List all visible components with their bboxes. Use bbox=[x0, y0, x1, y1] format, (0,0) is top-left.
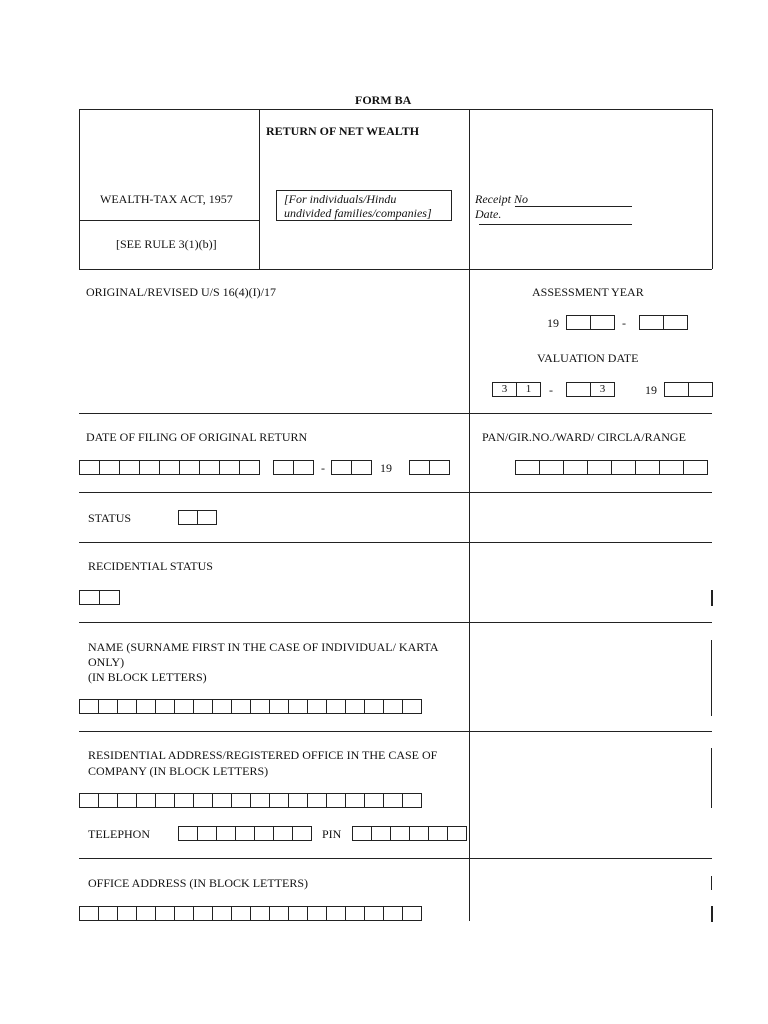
dof-dash: - bbox=[321, 461, 325, 475]
input-cell[interactable] bbox=[174, 906, 194, 921]
ay-start-boxes[interactable] bbox=[566, 315, 615, 330]
header-divider-2 bbox=[469, 109, 470, 269]
input-cell[interactable]: 3 bbox=[492, 382, 517, 397]
address-label-line-1: RESIDENTIAL ADDRESS/REGISTERED OFFICE IN THE CASE OF bbox=[88, 748, 438, 762]
input-cell[interactable] bbox=[193, 793, 213, 808]
input-cell[interactable] bbox=[250, 793, 270, 808]
vd-day-boxes[interactable] bbox=[492, 382, 541, 397]
input-cell[interactable] bbox=[663, 315, 688, 330]
input-cell[interactable] bbox=[326, 906, 346, 921]
input-cell[interactable] bbox=[178, 826, 198, 841]
input-cell[interactable] bbox=[117, 906, 137, 921]
act-label: WEALTH-TAX ACT, 1957 bbox=[100, 192, 233, 206]
input-cell[interactable] bbox=[136, 906, 156, 921]
input-cell[interactable] bbox=[79, 906, 99, 921]
input-cell[interactable] bbox=[197, 826, 217, 841]
input-cell[interactable] bbox=[331, 460, 352, 475]
input-cell[interactable] bbox=[79, 460, 100, 475]
input-cell[interactable] bbox=[254, 826, 274, 841]
vd-month-boxes[interactable] bbox=[566, 382, 615, 397]
input-cell[interactable] bbox=[212, 793, 232, 808]
row-divider-3 bbox=[79, 542, 712, 543]
input-cell[interactable] bbox=[288, 793, 308, 808]
status-boxes[interactable] bbox=[178, 510, 217, 525]
header-left-border bbox=[79, 109, 80, 269]
margin-mark-5 bbox=[711, 906, 713, 922]
input-cell[interactable] bbox=[566, 382, 591, 397]
input-cell[interactable] bbox=[293, 460, 314, 475]
input-cell[interactable] bbox=[269, 906, 289, 921]
input-cell[interactable] bbox=[98, 793, 118, 808]
input-cell[interactable] bbox=[179, 460, 200, 475]
input-cell[interactable] bbox=[269, 793, 289, 808]
input-cell[interactable] bbox=[307, 906, 327, 921]
input-cell[interactable] bbox=[155, 906, 175, 921]
input-cell[interactable] bbox=[429, 460, 450, 475]
input-cell[interactable] bbox=[193, 906, 213, 921]
date-line[interactable] bbox=[479, 224, 632, 225]
input-cell[interactable] bbox=[515, 460, 540, 475]
vd-dash: - bbox=[549, 383, 553, 397]
margin-mark-2 bbox=[711, 640, 712, 716]
input-cell[interactable] bbox=[307, 699, 327, 714]
input-cell[interactable] bbox=[79, 590, 100, 605]
input-cell[interactable] bbox=[99, 590, 120, 605]
pin-boxes[interactable] bbox=[352, 826, 467, 841]
input-cell[interactable] bbox=[383, 699, 403, 714]
assessment-year-label: ASSESSMENT YEAR bbox=[532, 285, 644, 299]
input-cell[interactable] bbox=[219, 460, 240, 475]
name-boxes[interactable] bbox=[79, 699, 422, 714]
input-cell[interactable] bbox=[402, 906, 422, 921]
input-cell[interactable] bbox=[683, 460, 708, 475]
input-cell[interactable] bbox=[566, 315, 591, 330]
row-divider-6 bbox=[79, 858, 712, 859]
ay-dash: - bbox=[622, 316, 626, 330]
pan-label: PAN/GIR.NO./WARD/ CIRCLA/RANGE bbox=[482, 430, 686, 444]
input-cell[interactable] bbox=[288, 699, 308, 714]
dof-boxes[interactable] bbox=[79, 460, 260, 475]
name-label-line-3: (IN BLOCK LETTERS) bbox=[88, 670, 207, 684]
valuation-date-label: VALUATION DATE bbox=[537, 351, 639, 365]
row-divider-1 bbox=[79, 413, 712, 414]
vd-year-boxes[interactable] bbox=[664, 382, 713, 397]
input-cell[interactable] bbox=[269, 699, 289, 714]
input-cell[interactable] bbox=[117, 699, 137, 714]
input-cell[interactable] bbox=[590, 315, 615, 330]
input-cell[interactable] bbox=[235, 826, 255, 841]
input-cell[interactable] bbox=[383, 906, 403, 921]
input-cell[interactable] bbox=[231, 699, 251, 714]
header-top-border bbox=[79, 109, 712, 110]
name-label-line-1: NAME (SURNAME FIRST IN THE CASE OF INDIVIDUAL/ KARTA bbox=[88, 640, 439, 654]
office-address-label: OFFICE ADDRESS (IN BLOCK LETTERS) bbox=[88, 876, 309, 890]
input-cell[interactable] bbox=[273, 460, 294, 475]
original-revised-label: ORIGINAL/REVISED U/S 16(4)(I)/17 bbox=[86, 285, 276, 299]
body-divider bbox=[469, 269, 470, 921]
receipt-no-label: Receipt No bbox=[475, 192, 528, 206]
residential-status-boxes[interactable] bbox=[79, 590, 120, 605]
input-cell[interactable] bbox=[351, 460, 372, 475]
input-cell[interactable]: 3 bbox=[590, 382, 615, 397]
input-cell[interactable] bbox=[288, 906, 308, 921]
dof-month-boxes[interactable] bbox=[331, 460, 372, 475]
scope-line-2: undivided families/companies] bbox=[284, 206, 432, 220]
input-cell[interactable] bbox=[364, 906, 384, 921]
dof-day-boxes[interactable] bbox=[273, 460, 314, 475]
telephone-label: TELEPHON bbox=[88, 827, 150, 841]
input-cell[interactable] bbox=[212, 906, 232, 921]
input-cell[interactable] bbox=[174, 793, 194, 808]
input-cell[interactable] bbox=[117, 793, 137, 808]
input-cell[interactable] bbox=[639, 315, 664, 330]
input-cell[interactable] bbox=[197, 510, 217, 525]
input-cell[interactable] bbox=[231, 793, 251, 808]
office-address-boxes[interactable] bbox=[79, 906, 422, 921]
input-cell[interactable] bbox=[250, 699, 270, 714]
pan-boxes[interactable] bbox=[515, 460, 708, 475]
input-cell[interactable] bbox=[688, 382, 713, 397]
header-right-border bbox=[712, 109, 713, 269]
ay-end-boxes[interactable] bbox=[639, 315, 688, 330]
date-of-filing-label: DATE OF FILING OF ORIGINAL RETURN bbox=[86, 430, 308, 444]
input-cell[interactable] bbox=[371, 826, 391, 841]
dof-year-prefix: 19 bbox=[380, 461, 392, 475]
input-cell[interactable] bbox=[345, 906, 365, 921]
residential-status-label: RECIDENTIAL STATUS bbox=[88, 559, 213, 573]
status-label: STATUS bbox=[88, 511, 132, 525]
input-cell[interactable] bbox=[250, 906, 270, 921]
margin-mark-4 bbox=[711, 876, 712, 890]
input-cell[interactable] bbox=[364, 699, 384, 714]
input-cell[interactable] bbox=[136, 793, 156, 808]
input-cell[interactable] bbox=[383, 793, 403, 808]
input-cell[interactable] bbox=[79, 699, 99, 714]
input-cell[interactable] bbox=[352, 826, 372, 841]
margin-mark-1 bbox=[711, 590, 713, 606]
input-cell[interactable] bbox=[292, 826, 312, 841]
form-title: FORM BA bbox=[355, 93, 412, 107]
ay-prefix: 19 bbox=[547, 316, 559, 330]
receipt-no-line[interactable] bbox=[515, 206, 632, 207]
input-cell[interactable] bbox=[390, 826, 410, 841]
input-cell[interactable] bbox=[409, 460, 430, 475]
input-cell[interactable] bbox=[178, 510, 198, 525]
header-bottom-border bbox=[79, 269, 712, 270]
input-cell[interactable] bbox=[174, 699, 194, 714]
pin-label: PIN bbox=[322, 827, 342, 841]
row-divider-2 bbox=[79, 492, 712, 493]
input-cell[interactable]: 1 bbox=[516, 382, 541, 397]
input-cell[interactable] bbox=[563, 460, 588, 475]
vd-year-prefix: 19 bbox=[645, 383, 657, 397]
input-cell[interactable] bbox=[664, 382, 689, 397]
address-boxes[interactable] bbox=[79, 793, 422, 808]
input-cell[interactable] bbox=[155, 793, 175, 808]
input-cell[interactable] bbox=[428, 826, 448, 841]
input-cell[interactable] bbox=[364, 793, 384, 808]
input-cell[interactable] bbox=[199, 460, 220, 475]
input-cell[interactable] bbox=[216, 826, 236, 841]
input-cell[interactable] bbox=[611, 460, 636, 475]
input-cell[interactable] bbox=[402, 793, 422, 808]
input-cell[interactable] bbox=[539, 460, 564, 475]
margin-mark-3 bbox=[711, 748, 712, 808]
input-cell[interactable] bbox=[136, 699, 156, 714]
input-cell[interactable] bbox=[155, 699, 175, 714]
input-cell[interactable] bbox=[409, 826, 429, 841]
return-title: RETURN OF NET WEALTH bbox=[266, 124, 420, 138]
input-cell[interactable] bbox=[345, 699, 365, 714]
row-divider-5 bbox=[79, 731, 712, 732]
dof-year-boxes[interactable] bbox=[409, 460, 450, 475]
input-cell[interactable] bbox=[659, 460, 684, 475]
header-divider-1 bbox=[259, 109, 260, 269]
input-cell[interactable] bbox=[159, 460, 180, 475]
telephone-boxes[interactable] bbox=[178, 826, 312, 841]
input-cell[interactable] bbox=[345, 793, 365, 808]
date-label: Date. bbox=[475, 207, 502, 221]
input-cell[interactable] bbox=[119, 460, 140, 475]
input-cell[interactable] bbox=[326, 699, 346, 714]
input-cell[interactable] bbox=[231, 906, 251, 921]
input-cell[interactable] bbox=[587, 460, 612, 475]
input-cell[interactable] bbox=[326, 793, 346, 808]
input-cell[interactable] bbox=[79, 793, 99, 808]
input-cell[interactable] bbox=[635, 460, 660, 475]
input-cell[interactable] bbox=[402, 699, 422, 714]
input-cell[interactable] bbox=[98, 906, 118, 921]
name-label-line-2: ONLY) bbox=[88, 655, 125, 669]
input-cell[interactable] bbox=[447, 826, 467, 841]
input-cell[interactable] bbox=[239, 460, 260, 475]
input-cell[interactable] bbox=[139, 460, 160, 475]
input-cell[interactable] bbox=[273, 826, 293, 841]
header-left-split bbox=[79, 220, 259, 221]
rule-label: [SEE RULE 3(1)(b)] bbox=[116, 237, 217, 251]
input-cell[interactable] bbox=[193, 699, 213, 714]
input-cell[interactable] bbox=[212, 699, 232, 714]
input-cell[interactable] bbox=[99, 460, 120, 475]
address-label-line-2: COMPANY (IN BLOCK LETTERS) bbox=[88, 764, 269, 778]
row-divider-4 bbox=[79, 622, 712, 623]
input-cell[interactable] bbox=[307, 793, 327, 808]
scope-line-1: [For individuals/Hindu bbox=[284, 192, 397, 206]
input-cell[interactable] bbox=[98, 699, 118, 714]
